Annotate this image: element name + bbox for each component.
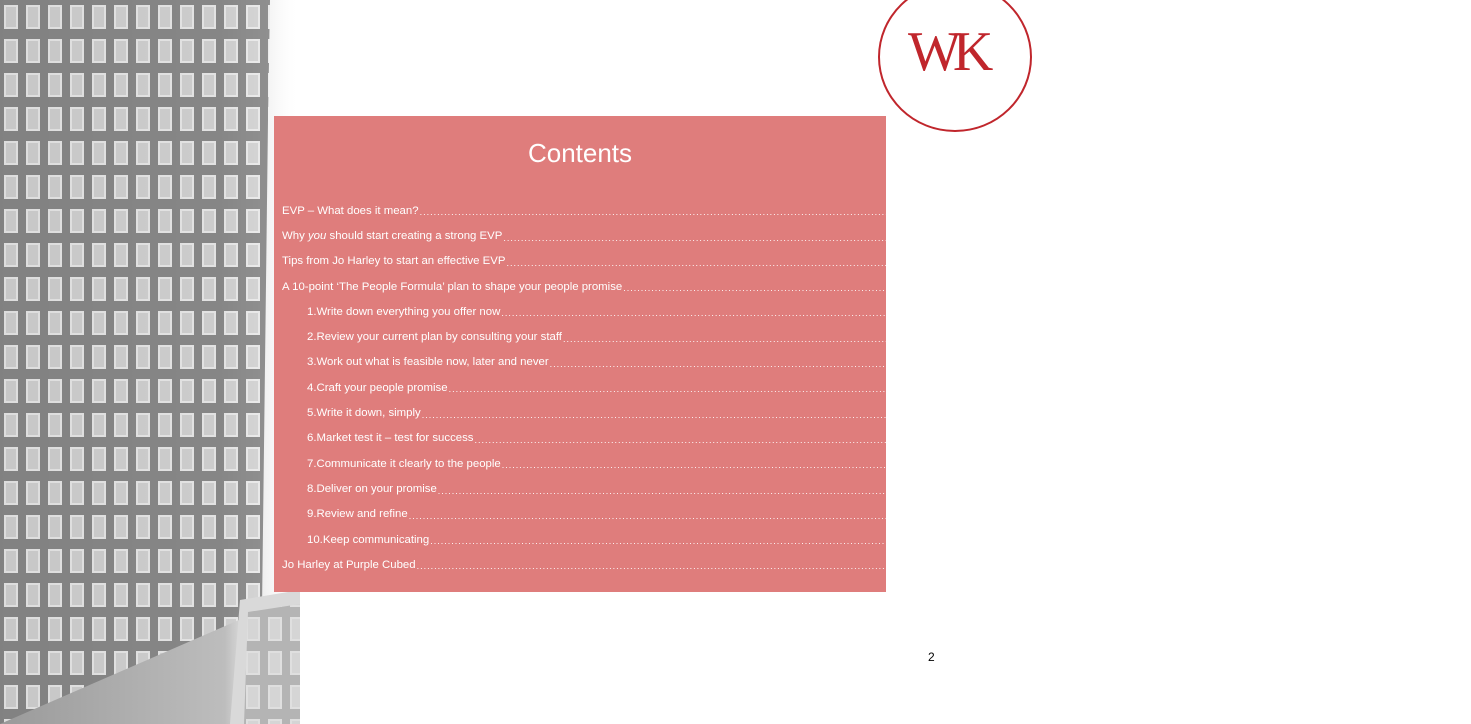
toc-leader-dots: ................................................................................................................................................................................................................................................	[437, 485, 1278, 496]
logo-mark: WK	[908, 21, 986, 83]
toc-entry-page: 7	[1390, 356, 1398, 369]
toc-subentry[interactable]	[282, 527, 1285, 552]
toc-entry-page: 6	[1464, 280, 1471, 293]
toc-leader-dots: ................................................................................................................................................................................................................................................	[474, 434, 1315, 445]
toc-leader-dots: ................................................................................................................................................................................................................................................	[416, 561, 1257, 572]
toc-entry-number: 1.	[307, 305, 317, 318]
toc-subentry[interactable]	[282, 476, 1291, 501]
toc-entry-number: 2.	[307, 331, 317, 344]
toc-leader-dots: ................................................................................................................................................................................................................................................	[623, 283, 1464, 294]
toc-entry-label: Jo Harley at Purple Cubed	[282, 558, 416, 571]
toc-entry-page: 10	[1342, 457, 1356, 470]
toc-entry-page: 13	[1257, 558, 1271, 571]
toc-entry[interactable]	[282, 223, 1351, 248]
toc-leader-dots: ................................................................................................................................................................................................................................................	[562, 333, 1404, 344]
toc-subentry[interactable]	[282, 375, 1297, 400]
toc-subentry[interactable]	[282, 502, 1263, 527]
toc-entry-number: 8.	[307, 482, 317, 495]
toc-subentry[interactable]	[282, 324, 1411, 349]
toc-entry[interactable]	[282, 274, 1471, 299]
toc-entry-label: Craft your people promise	[316, 381, 448, 394]
toc-leader-dots: ................................................................................................................................................................................................................................................	[408, 510, 1249, 521]
toc-subentry[interactable]	[282, 426, 1322, 451]
toc-entry[interactable]	[282, 552, 1271, 577]
toc-subentry[interactable]	[282, 400, 1270, 425]
toc-entry-number: 6.	[307, 432, 317, 445]
toc-leader-dots: ................................................................................................................................................................................................................................................	[419, 207, 1260, 218]
toc-entry-page: 9	[1262, 407, 1270, 420]
toc-entry-page: 12	[1271, 533, 1285, 546]
toc-entry-page: 5	[1347, 255, 1354, 268]
toc-entry-label: Why you should start creating a strong EVP	[282, 229, 503, 242]
toc-subentry[interactable]	[282, 350, 1398, 375]
toc-entry-page: 4	[1344, 229, 1351, 242]
toc-entry-label: Communicate it clearly to the people	[316, 457, 501, 470]
toc-entry-number: 3.	[307, 356, 317, 369]
toc-leader-dots: ................................................................................................................................................................................................................................................	[506, 257, 1347, 268]
toc-leader-dots: ................................................................................................................................................................................................................................................	[448, 384, 1289, 395]
page-number: 2	[928, 650, 935, 664]
toc-leader-dots: ................................................................................................................................................................................................................................................	[503, 232, 1344, 243]
toc-entry-number: 7.	[307, 457, 317, 470]
contents-title: Contents	[527, 138, 633, 168]
toc-entry-page: 3	[1260, 204, 1268, 217]
toc-entry-label: Tips from Jo Harley to start an effective EVP	[282, 255, 506, 268]
toc-entry-label: Work out what is feasible now, later and never	[316, 356, 549, 369]
toc-entry[interactable]	[282, 198, 1268, 223]
toc-entry-label: Review your current plan by consulting your staff	[316, 331, 562, 344]
toc-entry-label: Write down everything you offer now	[316, 305, 501, 318]
toc-entry-label: Review and refine	[316, 508, 408, 521]
toc-leader-dots: ................................................................................................................................................................................................................................................	[549, 359, 1390, 370]
toc-entry-label: Market test it – test for success	[316, 432, 474, 445]
toc-entry-number: 10.	[307, 533, 323, 546]
toc-subentry[interactable]	[282, 451, 1356, 476]
toc-leader-dots: ................................................................................................................................................................................................................................................	[430, 536, 1271, 547]
toc-leader-dots: ................................................................................................................................................................................................................................................	[501, 308, 1342, 319]
toc-entry-page: 8	[1289, 381, 1297, 394]
toc-entry-page: 12	[1249, 508, 1263, 521]
toc-entry-label: A 10-point ‘The People Formula’ plan to shape your people promise	[282, 280, 623, 293]
toc-subentry[interactable]	[282, 299, 1349, 324]
toc-leader-dots: ................................................................................................................................................................................................................................................	[501, 460, 1342, 471]
toc-entry-number: 4.	[307, 381, 317, 394]
toc-entry-page: 11	[1278, 482, 1291, 495]
building-photo	[0, 0, 300, 724]
toc-entry-number: 9.	[307, 508, 317, 521]
toc-entry-page: 9	[1315, 432, 1322, 445]
toc-entry-label: Keep communicating	[322, 533, 430, 546]
toc-entry-label: Deliver on your promise	[316, 482, 437, 495]
toc-entry[interactable]	[282, 249, 1354, 274]
toc-entry-page: 6	[1342, 305, 1349, 318]
toc-entry-label: Write it down, simply	[316, 407, 421, 420]
toc-entry-page: 7	[1404, 331, 1411, 344]
toc-entry-number: 5.	[307, 407, 317, 420]
toc-leader-dots: ................................................................................................................................................................................................................................................	[421, 409, 1262, 420]
company-logo	[872, 0, 1042, 132]
toc-entry-label: EVP – What does it mean?	[282, 204, 419, 217]
table-of-contents	[282, 198, 1471, 577]
